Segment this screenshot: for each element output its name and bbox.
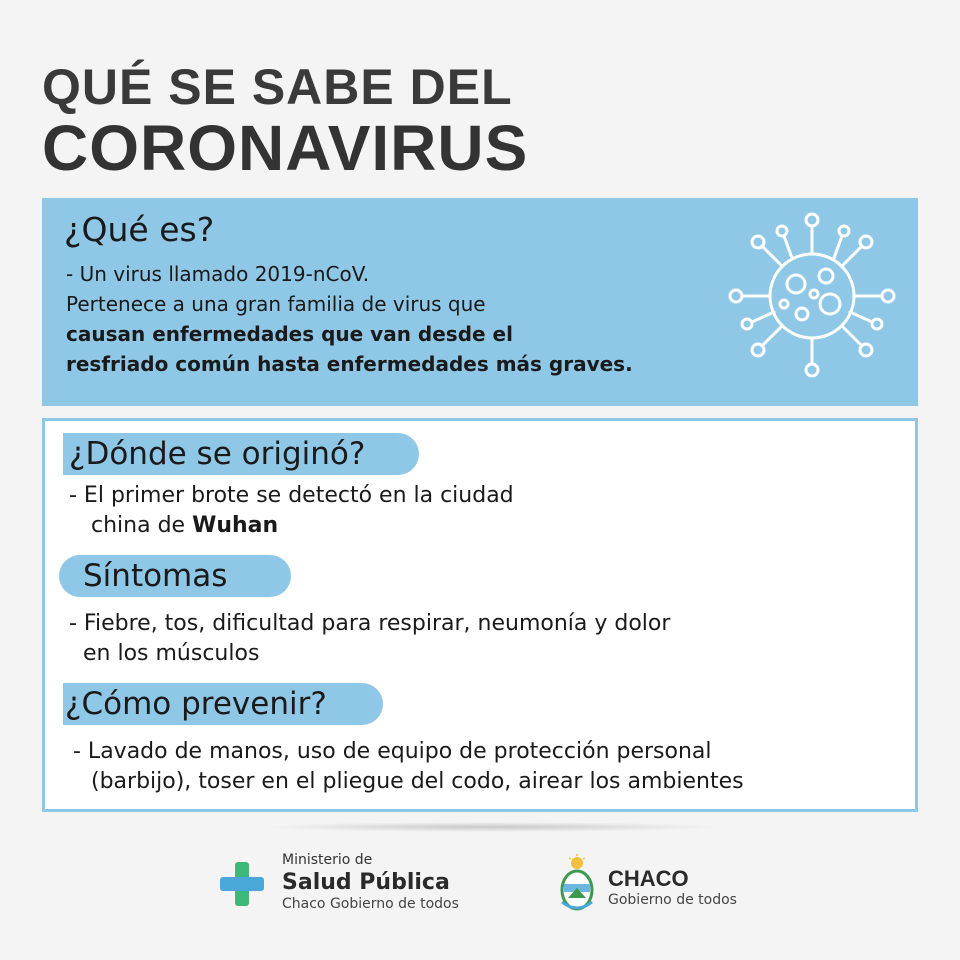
que-es-line-1: - Un virus llamado 2019-nCoV. (66, 262, 370, 286)
salud-line-1: Ministerio de (282, 852, 373, 868)
salud-publica-logo (218, 852, 488, 922)
que-es-line-4: resfriado común hasta enfermedades más graves. (66, 352, 633, 376)
title-line-2: CORONAVIRUS (42, 112, 529, 184)
que-es-heading: ¿Qué es? (64, 210, 215, 249)
que-es-line-3: causan enfermedades que van desde el (66, 322, 513, 346)
que-es-box (42, 198, 918, 406)
divider-shadow (260, 822, 720, 832)
title-line-1: QUÉ SE SABE DEL (42, 59, 513, 115)
wuhan-text: Wuhan (192, 513, 279, 538)
virus-icon (722, 204, 902, 384)
prevenir-line-2: (barbijo), toser en el pliegue del codo, airear los ambientes (91, 769, 744, 794)
sintomas-heading: Síntomas (59, 555, 291, 597)
chaco-seal-icon (556, 854, 598, 916)
salud-line-2: Salud Pública (282, 870, 450, 895)
medical-cross-icon (220, 862, 264, 906)
info-box (42, 418, 918, 812)
donde-line-1: - El primer brote se detectó en la ciudad (69, 483, 514, 508)
salud-line-3: Chaco Gobierno de todos (282, 896, 459, 912)
que-es-line-2: Pertenece a una gran familia de virus que (66, 292, 486, 316)
donde-line-2-prefix: china de (91, 513, 193, 538)
chaco-logo (556, 854, 776, 924)
sintomas-line-2: en los músculos (83, 641, 260, 666)
prevenir-heading: ¿Cómo prevenir? (63, 683, 383, 725)
prevenir-line-1: - Lavado de manos, uso de equipo de protección personal (73, 739, 712, 764)
donde-line-2 (91, 513, 278, 538)
donde-heading: ¿Dónde se originó? (63, 433, 419, 475)
chaco-line-1: CHACO (608, 866, 689, 891)
sintomas-line-1: - Fiebre, tos, dificultad para respirar, neumonía y dolor (69, 611, 671, 636)
chaco-line-2: Gobierno de todos (608, 892, 737, 908)
